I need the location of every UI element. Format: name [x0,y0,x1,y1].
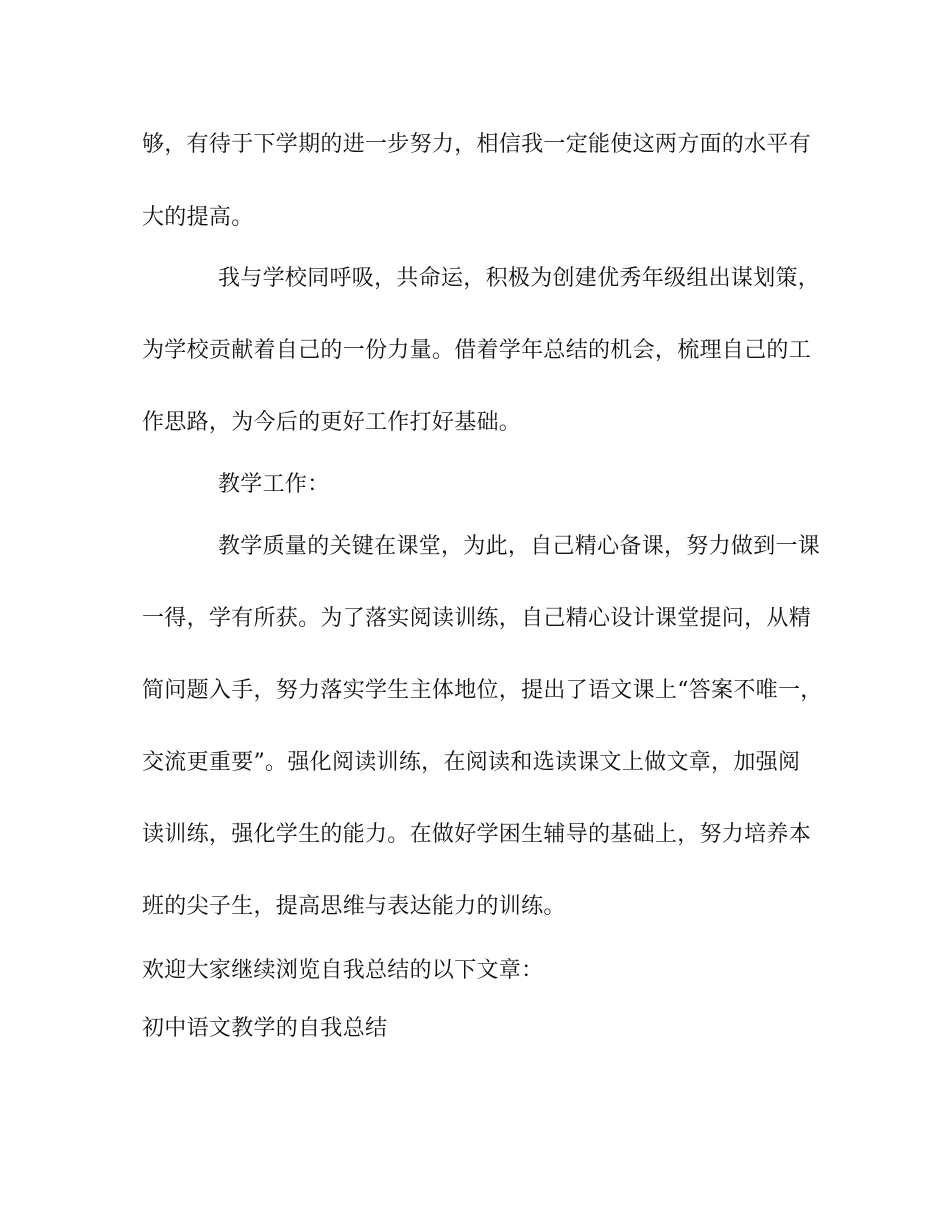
footer-prompt: 欢迎大家继续浏览自我总结的以下文章： [142,958,544,983]
paragraph-line: 作思路，为今后的更好工作打好基础。 [142,410,522,435]
paragraph-line: 一得，学有所获。为了落实阅读训练，自己精心设计课堂提问，从精 [142,606,812,631]
paragraph-line: 班的尖子生，提高思维与表达能力的训练。 [142,894,566,919]
related-article-link[interactable]: 初中语文教学的自我总结 [142,1016,388,1041]
paragraph-line: 大的提高。 [142,205,254,230]
section-heading: 教学工作： [218,472,330,497]
paragraph-line: 交流更重要”。强化阅读训练，在阅读和选读课文上做文章，加强阅 [142,750,801,775]
paragraph-line: 教学质量的关键在课堂，为此，自己精心备课，努力做到一课 [218,534,821,559]
paragraph-line: 简问题入手，努力落实学生主体地位，提出了语文课上“答案不唯一， [142,678,823,703]
paragraph-line: 够，有待于下学期的进一步努力，相信我一定能使这两方面的水平有 [142,132,812,157]
paragraph-line: 我与学校同呼吸，共命运，积极为创建优秀年级组出谋划策， [218,266,821,291]
paragraph-line: 读训练，强化学生的能力。在做好学困生辅导的基础上，努力培养本 [142,822,812,847]
paragraph-line: 为学校贡献着自己的一份力量。借着学年总结的机会，梳理自己的工 [142,338,812,363]
